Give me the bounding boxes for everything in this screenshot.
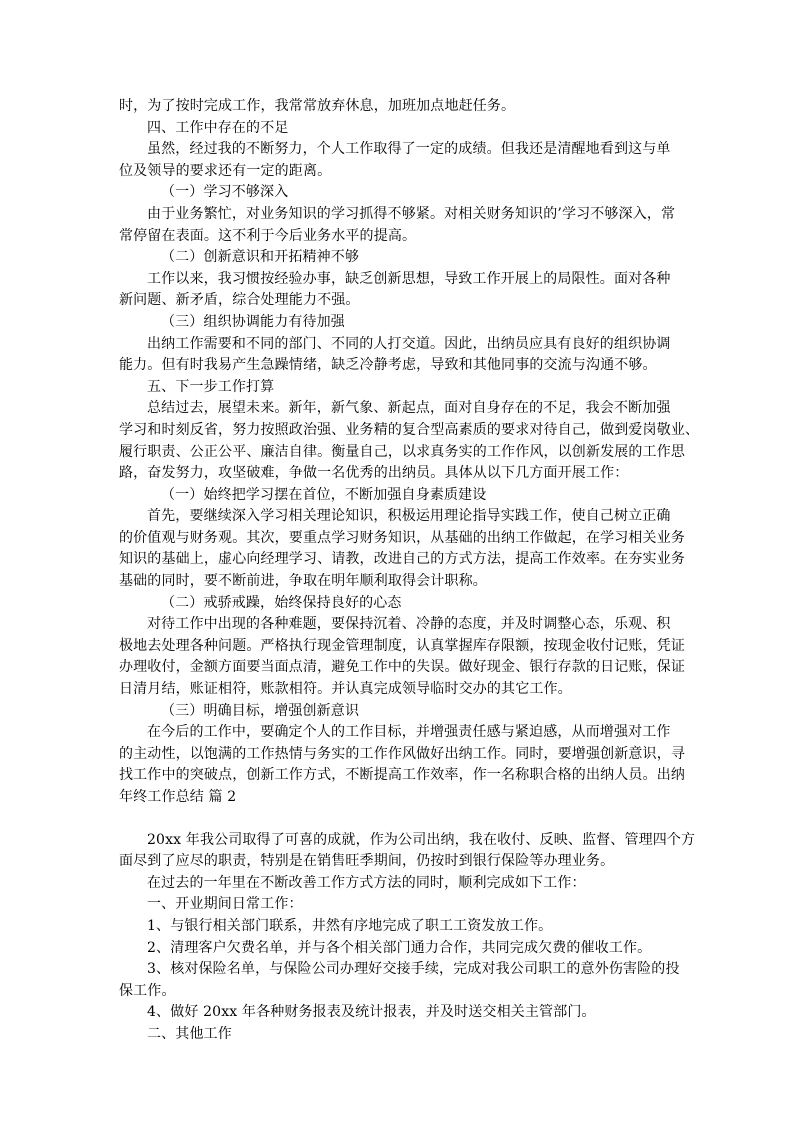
text-line: 保工作。 — [119, 982, 176, 999]
text-line: 知识的基础上，虚心向经理学习、请教，改进自己的方式方法，提高工作效率。在夯实业务 — [119, 551, 685, 568]
text-line: 在今后的工作中，要确定个人的工作目标，并增强责任感与紧迫感，从而增强对工作 — [147, 724, 671, 741]
text-line: 路，奋发努力，攻坚破难，争做一名优秀的出纳员。具体从以下几方面开展工作： — [119, 465, 629, 482]
text-line: 对待工作中出现的各种难题，要保持沉着、冷静的态度，并及时调整心态，乐观、积 — [147, 616, 671, 633]
section-heading: 一、开业期间日常工作： — [147, 896, 303, 913]
text-line: 在过去的一年里在不断改善工作方式方法的同时，顺利完成如下工作： — [147, 874, 586, 891]
section-heading: 二、其他工作 — [147, 1025, 232, 1042]
section-heading: 五、下一步工作打算 — [147, 378, 275, 395]
text-line: 基础的同时，要不断前进，争取在明年顺利取得会计职称。 — [119, 573, 487, 590]
subsection-heading: （二）戒骄戒躁，始终保持良好的心态 — [161, 594, 402, 611]
text-line: 日清月结，账证相符，账款相符。并认真完成领导临时交办的其它工作。 — [119, 681, 572, 698]
list-item: 2、清理客户欠费名单，并与各个相关部门通力合作，共同完成欠费的催收工作。 — [147, 939, 652, 956]
text-line: 由于业务繁忙，对业务知识的学习抓得不够紧。对相关财务知识的’学习不够深入，常 — [147, 205, 676, 222]
subsection-heading: （三）明确目标，增强创新意识 — [161, 702, 360, 719]
text-line: 20xx 年我公司取得了可喜的成就，作为公司出纳，我在收付、反映、监督、管理四个方 — [147, 831, 696, 848]
subsection-heading: （一）学习不够深入 — [161, 184, 289, 201]
text-line: 的主动性，以饱满的工作热情与务实的工作作风做好出纳工作。同时，要增强创新意识，寻 — [119, 745, 685, 762]
text-line: 学习和时刻反省，努力按照政治强、业务精的复合型高素质的要求对待自己，做到爱岗敬业、 — [119, 421, 700, 438]
list-item: 1、与银行相关部门联系，井然有序地完成了职工工资发放工作。 — [147, 917, 553, 934]
subsection-heading: （一）始终把学习摆在首位，不断加强自身素质建设 — [161, 486, 487, 503]
text-line: 位及领导的要求还有一定的距离。 — [119, 162, 332, 179]
section-heading: 四、工作中存在的不足 — [147, 119, 289, 136]
document-body — [119, 96, 700, 1046]
subsection-heading: （二）创新意识和开拓精神不够 — [161, 249, 360, 266]
text-line: 办理收付，金额方面要当面点清，避免工作中的失误。做好现金、银行存款的日记账，保证 — [119, 659, 685, 676]
text-line: 新问题、新矛盾，综合处理能力不强。 — [119, 292, 360, 309]
text-line: 极地去处理各种问题。严格执行现金管理制度，认真掌握库存限额，按现金收付记账，凭证 — [119, 637, 685, 654]
text-line: 履行职责、公正公平、廉洁自律。衡量自己，以求真务实的工作作风，以创新发展的工作思 — [119, 443, 685, 460]
subsection-heading: （三）组织协调能力有待加强 — [161, 313, 345, 330]
text-line: 首先，要继续深入学习相关理论知识，积极运用理论指导实践工作，使自己树立正确 — [147, 508, 671, 525]
article-title: 年终工作总结 篇 2 — [119, 789, 237, 805]
list-item: 3、核对保险名单，与保险公司办理好交接手续，完成对我公司职工的意外伤害险的投 — [147, 961, 680, 978]
text-line: 时，为了按时完成工作，我常常放弃休息，加班加点地赶任务。 — [119, 98, 516, 114]
text-line: 面尽到了应尽的职责，特别是在销售旺季期间，仍按时到银行保险等办理业务。 — [119, 853, 615, 870]
text-line: 的价值观与财务观。其次，要重点学习财务知识，从基础的出纳工作做起，在学习相关业务 — [119, 529, 685, 546]
text-line: 出纳工作需要和不同的部门、不同的人打交道。因此，出纳员应具有良好的组织协调 — [147, 335, 671, 352]
text-line: 能力。但有时我易产生急躁情绪，缺乏冷静考虑，导致和其他同事的交流与沟通不够。 — [119, 357, 657, 374]
text-line: 工作以来，我习惯按经验办事，缺乏创新思想，导致工作开展上的局限性。面对各种 — [147, 270, 671, 287]
text-line: 虽然，经过我的不断努力，个人工作取得了一定的成绩。但我还是清醒地看到这与单 — [147, 141, 671, 158]
text-line: 常停留在表面。这不利于今后业务水平的提高。 — [119, 227, 417, 244]
text-line: 总结过去，展望未来。新年，新气象、新起点，面对自身存在的不足，我会不断加强 — [147, 400, 671, 417]
list-item: 4、做好 20xx 年各种财务报表及统计报表，并及时送交相关主管部门。 — [147, 1004, 596, 1021]
text-line: 找工作中的突破点，创新工作方式，不断提高工作效率，作一名称职合格的出纳人员。出纳 — [119, 767, 685, 784]
blank-line — [119, 809, 679, 830]
